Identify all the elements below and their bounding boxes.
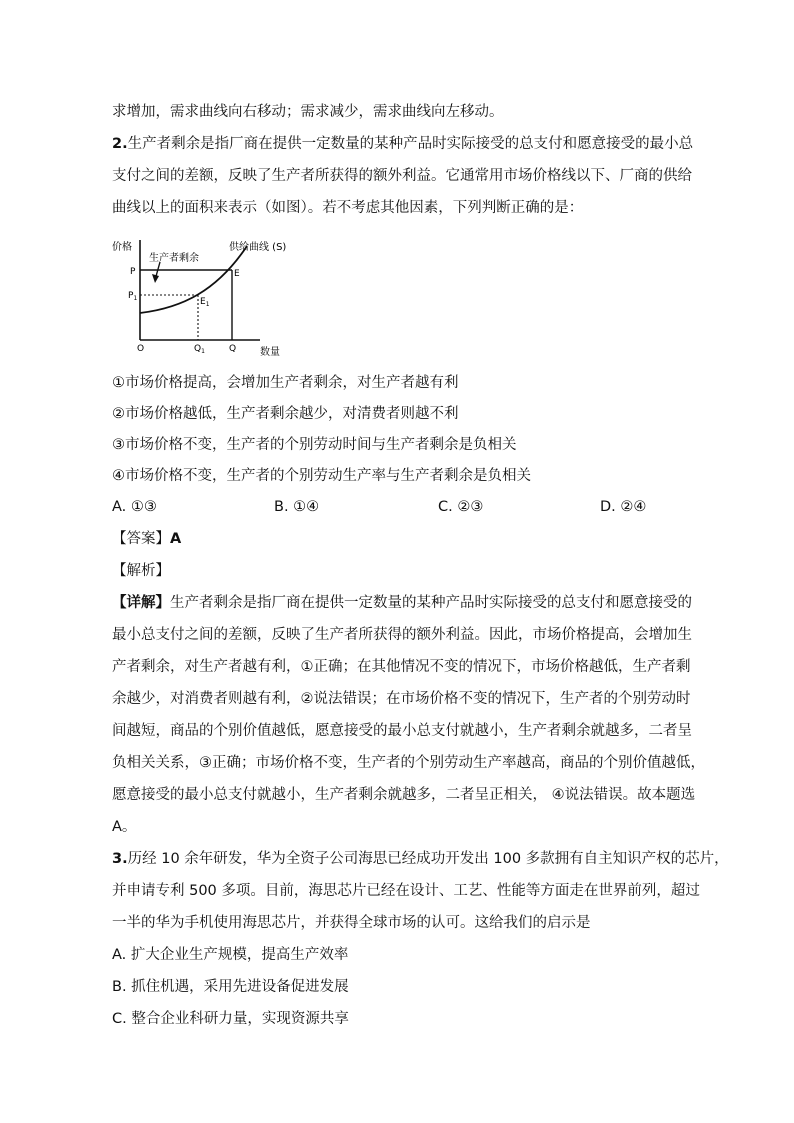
explanation-line-2: 最小总支付之间的差额，反映了生产者所获得的额外利益。因此，市场价格提高，会增加生	[112, 627, 692, 643]
label-origin: O	[137, 344, 145, 354]
question-number: 3.	[112, 851, 128, 867]
option-b: B. ①④	[274, 499, 320, 515]
explanation-line-5: 间越短，商品的个别价值越低，愿意接受的最小总支付就越小，生产者剩余就越多，二者呈	[112, 723, 692, 739]
question-3-option-a: A. 扩大企业生产规模，提高生产效率	[112, 947, 349, 963]
explanation-line-3: 产者剩余，对生产者越有利，①正确；在其他情况不变的情况下，市场价格越低，生产者剩	[112, 659, 691, 675]
label-e1: $E_1$	[200, 297, 210, 308]
explanation-line-1	[112, 593, 692, 613]
statement-4: ④市场价格不变，生产者的个别劳动生产率与生产者剩余是负相关	[112, 468, 531, 484]
question-3-line-2: 并申请专利 500 多项。目前，海思芯片已经在设计、工艺、性能等方面走在世界前列，超过	[112, 883, 700, 899]
explanation-line-4: 余越少，对消费者则越有利，②说法错误；在市场价格不变的情况下，生产者的个别劳动时	[112, 691, 691, 707]
question-3-option-b: B. 抓住机遇，采用先进设备促进发展	[112, 979, 349, 995]
surplus-label: 生产者剩余	[149, 253, 199, 264]
question-text: 历经 10 余年研发，华为全资子公司海思已经成功开发出 100 多款拥有自主知识产权的芯片，	[127, 851, 729, 867]
question-2-line-1	[112, 134, 693, 154]
x-axis-label: 数量	[260, 347, 280, 358]
y-axis-label: 价格	[112, 242, 132, 253]
explanation-line-6: 负相关关系，③正确；市场价格不变，生产者的个别劳动生产率越高，商品的个别价值越低，	[112, 755, 705, 771]
statement-3: ③市场价格不变，生产者的个别劳动时间与生产者剩余是负相关	[112, 437, 517, 453]
answer-tag: 【答案】	[112, 531, 170, 547]
label-q1: $Q_1$	[194, 344, 205, 355]
label-q: Q	[229, 344, 237, 354]
explanation-text: 生产者剩余是指厂商在提供一定数量的某种产品时实际接受的总支付和愿意接受的	[170, 595, 692, 611]
question-3-line-3: 一半的华为手机使用海思芯片，并获得全球市场的认可。这给我们的启示是	[112, 915, 591, 931]
explanation-line-7: 愿意接受的最小总支付就越小，生产者剩余就越多，二者呈正相关， ④说法错误。故本题选	[112, 787, 696, 803]
text-line-1: 求增加，需求曲线向右移动；需求减少，需求曲线向左移动。	[112, 104, 504, 120]
label-e: E	[234, 269, 240, 279]
explanation-line-8: A。	[112, 819, 137, 835]
statement-2: ②市场价格越低，生产者剩余越少，对清费者则越不利	[112, 406, 459, 422]
label-p: P	[130, 267, 136, 277]
question-2-line-3: 曲线以上的面积来表示（如图）。若不考虑其他因素，下列判断正确的是：	[112, 200, 584, 216]
option-d: D. ②④	[600, 499, 647, 515]
question-text: 生产者剩余是指厂商在提供一定数量的某种产品时实际接受的总支付和愿意接受的最小总	[127, 136, 694, 152]
statement-1: ①市场价格提高，会增加生产者剩余，对生产者越有利	[112, 375, 459, 391]
option-a: A. ①③	[112, 499, 157, 515]
detail-tag: 【详解】	[112, 595, 170, 611]
question-3-line-1	[112, 849, 729, 869]
surplus-arrow-head	[152, 274, 159, 283]
answer-value: A	[170, 531, 182, 547]
label-p1: $P_1$	[128, 291, 138, 302]
option-c: C. ②③	[438, 499, 484, 515]
question-number: 2.	[112, 136, 128, 152]
answer-line	[112, 529, 181, 549]
producer-surplus-figure	[112, 236, 292, 358]
supply-curve-label: 供给曲线 (S)	[229, 242, 287, 253]
question-2-line-2: 支付之间的差额，反映了生产者所获得的额外利益。它通常用市场价格线以下、厂商的供给	[112, 168, 692, 184]
analysis-heading: 【解析】	[112, 563, 170, 579]
question-3-option-c: C. 整合企业科研力量，实现资源共享	[112, 1011, 349, 1027]
